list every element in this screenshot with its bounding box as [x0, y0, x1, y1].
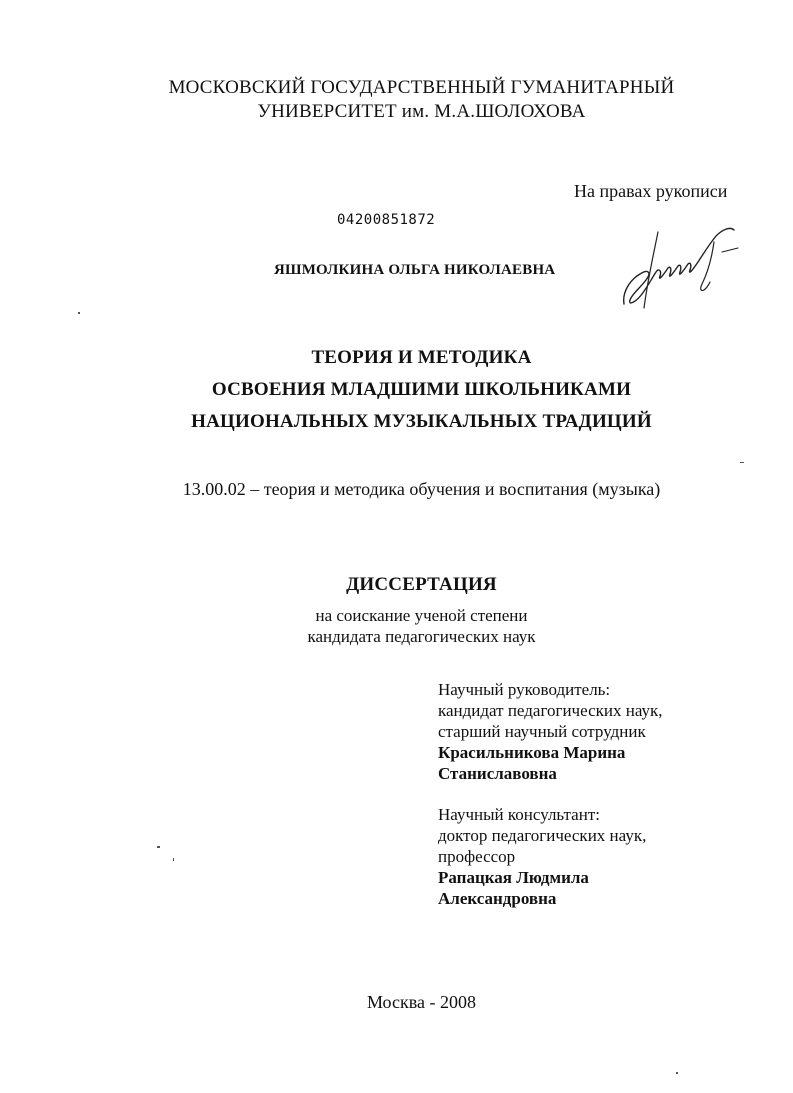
dissertation-label: ДИССЕРТАЦИЯ: [346, 574, 497, 595]
degree-line-1: на соискание ученой степени: [315, 606, 528, 625]
university-name: [0, 76, 793, 124]
degree-sought: [0, 605, 793, 647]
supervisor-role: Научный руководитель:: [438, 680, 611, 699]
university-line-2: УНИВЕРСИТЕТ им. М.А.ШОЛОХОВА: [257, 101, 586, 122]
scan-speck: [78, 312, 80, 314]
title-line-1: ТЕОРИЯ И МЕТОДИКА: [311, 347, 532, 368]
consultant-degree: доктор педагогических наук,: [438, 826, 647, 845]
supervisor-name-line-2: Станиславовна: [438, 764, 557, 783]
consultant-name-line-2: Александровна: [438, 889, 557, 908]
signature-icon: [618, 222, 740, 314]
supervisor-degree: кандидат педагогических наук,: [438, 701, 663, 720]
university-line-1: МОСКОВСКИЙ ГОСУДАРСТВЕННЫЙ ГУМАНИТАРНЫЙ: [168, 77, 675, 98]
dissertation-title: [0, 342, 793, 438]
supervisor-name-line-1: Красильникова Марина: [438, 743, 626, 762]
title-line-3: НАЦИОНАЛЬНЫХ МУЗЫКАЛЬНЫХ ТРАДИЦИЙ: [191, 411, 652, 432]
supervisor-block: [438, 679, 663, 784]
rights-note: На правах рукописи: [574, 181, 728, 201]
degree-line-2: кандидата педагогических наук: [307, 627, 536, 646]
catalog-code: 04200851872: [337, 212, 436, 228]
title-line-2: ОСВОЕНИЯ МЛАДШИМИ ШКОЛЬНИКАМИ: [211, 379, 632, 400]
scan-speck: [740, 462, 744, 463]
scan-speck: [173, 858, 174, 861]
scan-speck: [157, 846, 160, 848]
consultant-block: [438, 804, 646, 909]
scan-speck: [676, 1072, 678, 1074]
supervisor-position: старший научный сотрудник: [438, 722, 646, 741]
author-name: ЯШМОЛКИНА ОЛЬГА НИКОЛАЕВНА: [274, 262, 556, 278]
specialty-code: 13.00.02 – теория и методика обучения и воспитания (музыка): [182, 479, 661, 499]
consultant-name-line-1: Рапацкая Людмила: [438, 868, 589, 887]
consultant-role: Научный консультант:: [438, 805, 600, 824]
consultant-position: профессор: [438, 847, 516, 866]
city-year: Москва - 2008: [367, 992, 476, 1012]
